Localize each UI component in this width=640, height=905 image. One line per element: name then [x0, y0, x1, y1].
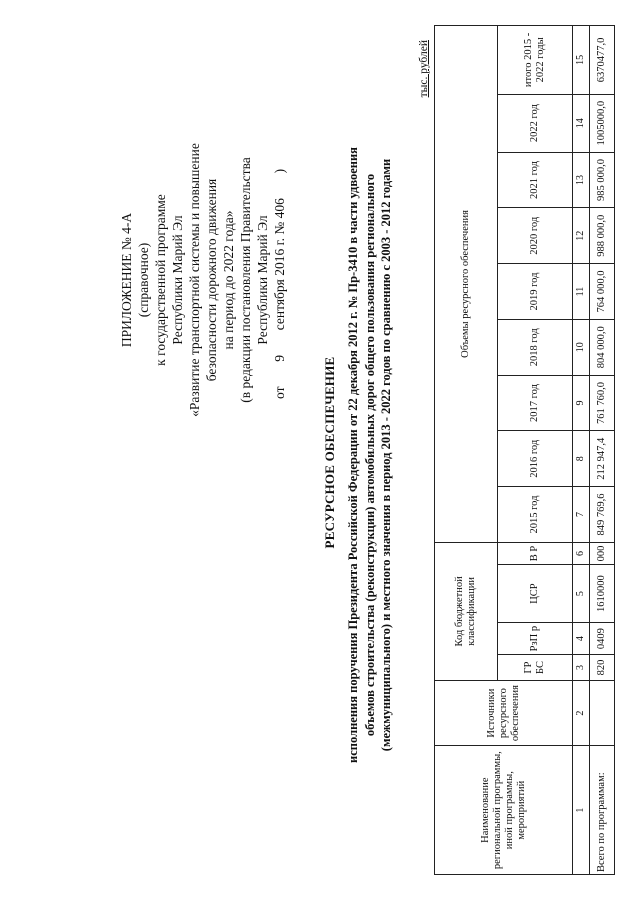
- col-number: 2: [573, 680, 590, 745]
- document-title: РЕСУРСНОЕ ОБЕСПЕЧЕНИЕ: [322, 356, 337, 549]
- header-name: Наименование региональной программы, иной программы, мероприятий: [435, 746, 573, 875]
- sig-rest: сентября 2016 г. №: [272, 221, 287, 331]
- code-col-grbs: ГР БС: [498, 655, 573, 681]
- appendix-line: Республики Марий Эл: [255, 215, 270, 345]
- sig-day: 9: [272, 355, 287, 362]
- cell-2021: 985 000,0: [590, 152, 615, 208]
- cell-rzpr: 0409: [590, 623, 615, 655]
- document-subtitle: [345, 45, 395, 865]
- year-col: 2015 год: [498, 487, 573, 543]
- code-col-rzpr: РзП р: [498, 623, 573, 655]
- units-label: тыс. рублей: [418, 40, 430, 98]
- cell-2015: 849 769,6: [590, 487, 615, 543]
- total-label: Всего по программам:: [590, 746, 615, 875]
- col-number: 7: [573, 487, 590, 543]
- appendix-line: безопасности дорожного движения: [204, 178, 219, 382]
- col-number: 14: [573, 94, 590, 152]
- header-row: [435, 26, 498, 875]
- col-number: 8: [573, 431, 590, 487]
- appendix-line: к государственной программе: [153, 194, 168, 366]
- appendix-line: Республики Марий Эл: [170, 215, 185, 345]
- code-col-vr: В Р: [498, 542, 573, 564]
- cell-grbs: 820: [590, 655, 615, 681]
- cell-total: 6370477,0: [590, 26, 615, 95]
- resource-table: [434, 25, 615, 875]
- col-number: 13: [573, 152, 590, 208]
- col-number: 10: [573, 319, 590, 375]
- sig-prefix: от: [272, 386, 287, 399]
- appendix-line: ПРИЛОЖЕНИЕ № 4-А: [119, 212, 134, 348]
- col-number: 15: [573, 26, 590, 95]
- col-number: 9: [573, 375, 590, 431]
- col-number: 6: [573, 542, 590, 564]
- appendix-line: (в редакции постановления Правительства: [238, 157, 253, 403]
- year-col: 2022 год: [498, 94, 573, 152]
- cell-vr: 000: [590, 542, 615, 564]
- subtitle-line: объемов строительства (реконструкции) автомобильных дорог общего пользования регионального: [362, 173, 377, 737]
- appendix-line: «Развитие транспортной системы и повышение: [187, 143, 202, 417]
- appendix-line: на период до 2022 года»: [221, 210, 236, 350]
- sig-number: 406: [272, 198, 287, 219]
- code-col-csr: ЦСР: [498, 565, 573, 623]
- col-number: 11: [573, 264, 590, 320]
- cell-2022: 1005000,0: [590, 94, 615, 152]
- year-col: 2016 год: [498, 431, 573, 487]
- col-number: 4: [573, 623, 590, 655]
- year-col: 2017 год: [498, 375, 573, 431]
- header-source: Источники ресурсного обеспечения: [435, 680, 573, 745]
- year-col: 2019 год: [498, 264, 573, 320]
- appendix-block: [118, 125, 288, 435]
- total-col: итого 2015 - 2022 годы: [498, 26, 573, 95]
- header-volume: Объемы ресурсного обеспечения: [435, 26, 498, 543]
- column-number-row: [573, 26, 590, 875]
- table-row-total: [590, 26, 615, 875]
- cell-2020: 988 000,0: [590, 208, 615, 264]
- subtitle-line: (межмуниципального) и местного значения в период 2013 - 2022 годов по сравнению с 2003 - 2012 годами: [379, 158, 393, 752]
- cell-2017: 761 760,0: [590, 375, 615, 431]
- cell-2019: 764 000,0: [590, 264, 615, 320]
- col-number: 5: [573, 565, 590, 623]
- header-code: Код бюджетной классификации: [435, 542, 498, 680]
- cell-2016: 212 947,4: [590, 431, 615, 487]
- total-source: [590, 680, 615, 745]
- year-col: 2018 год: [498, 319, 573, 375]
- year-col: 2021 год: [498, 152, 573, 208]
- appendix-line: (справочное): [136, 242, 151, 318]
- col-number: 3: [573, 655, 590, 681]
- year-col: 2020 год: [498, 208, 573, 264]
- sig-close: ): [272, 168, 287, 174]
- cell-csr: 1610000: [590, 565, 615, 623]
- resolution-date-line: [271, 125, 288, 435]
- col-number: 12: [573, 208, 590, 264]
- col-number: 1: [573, 746, 590, 875]
- cell-2018: 804 000,0: [590, 319, 615, 375]
- subtitle-line: исполнения поручения Президента Российской Федерации от 22 декабря 2012 г. № Пр-3410 в части удвоения: [346, 147, 360, 763]
